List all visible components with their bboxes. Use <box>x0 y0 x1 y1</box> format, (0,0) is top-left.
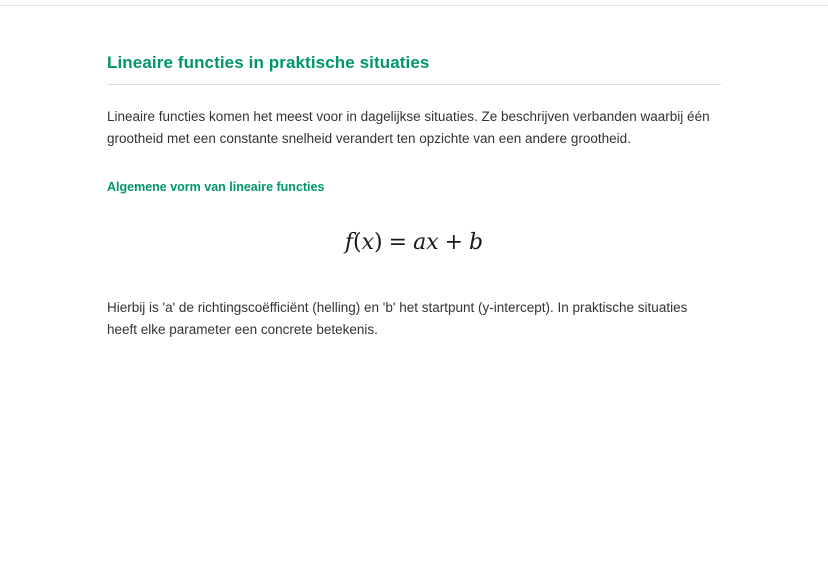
formula-plus-sign: + <box>444 230 464 255</box>
formula-variable: x <box>426 230 439 255</box>
formula-constant: b <box>469 230 484 255</box>
math-formula <box>107 230 721 255</box>
formula-argument: x <box>361 230 375 255</box>
formula-coefficient: a <box>413 230 427 255</box>
document-content <box>107 0 721 341</box>
section-subheading: Algemene vorm van lineaire functies <box>107 180 325 194</box>
title-divider <box>107 84 721 85</box>
formula-right-paren: ) <box>374 230 383 255</box>
page-title: Lineaire functies in praktische situaties <box>107 53 430 72</box>
formula-function-symbol: f <box>344 230 354 255</box>
window-top-divider <box>0 5 828 6</box>
explanation-paragraph: Hierbij is 'a' de richtingscoëfficiënt (helling) en 'b' het startpunt (y-intercept). In praktische situaties heeft elke parameter een concrete betekenis. <box>107 300 688 337</box>
formula-equals-sign: = <box>388 230 408 255</box>
intro-paragraph: Lineaire functies komen het meest voor in dagelijkse situaties. Ze beschrijven verbanden waarbij één grootheid met een constante snelheid verandert ten opzichte van een andere grootheid. <box>107 109 710 146</box>
formula-left-paren: ( <box>353 230 362 255</box>
